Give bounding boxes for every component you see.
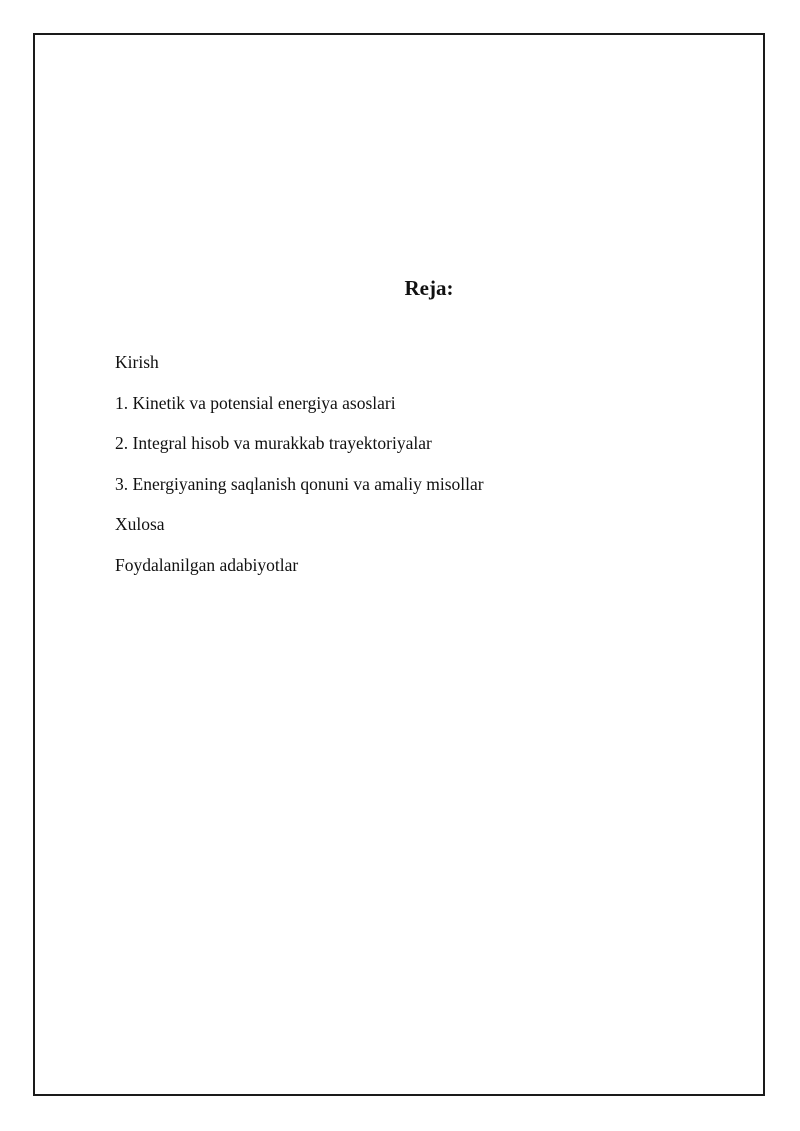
toc-item-2: 2. Integral hisob va murakkab trayektoriyalar xyxy=(115,433,432,453)
table-of-contents xyxy=(115,350,484,593)
toc-item-1: 1. Kinetik va potensial energiya asoslari xyxy=(115,392,396,413)
toc-item-3: 3. Energiyaning saqlanish qonuni va amaliy misollar xyxy=(115,473,484,494)
toc-item-conclusion: Xulosa xyxy=(115,514,165,534)
page-title: Reja: xyxy=(404,276,454,300)
toc-item-intro: Kirish xyxy=(115,352,159,372)
toc-item-references: Foydalanilgan adabiyotlar xyxy=(115,554,299,575)
